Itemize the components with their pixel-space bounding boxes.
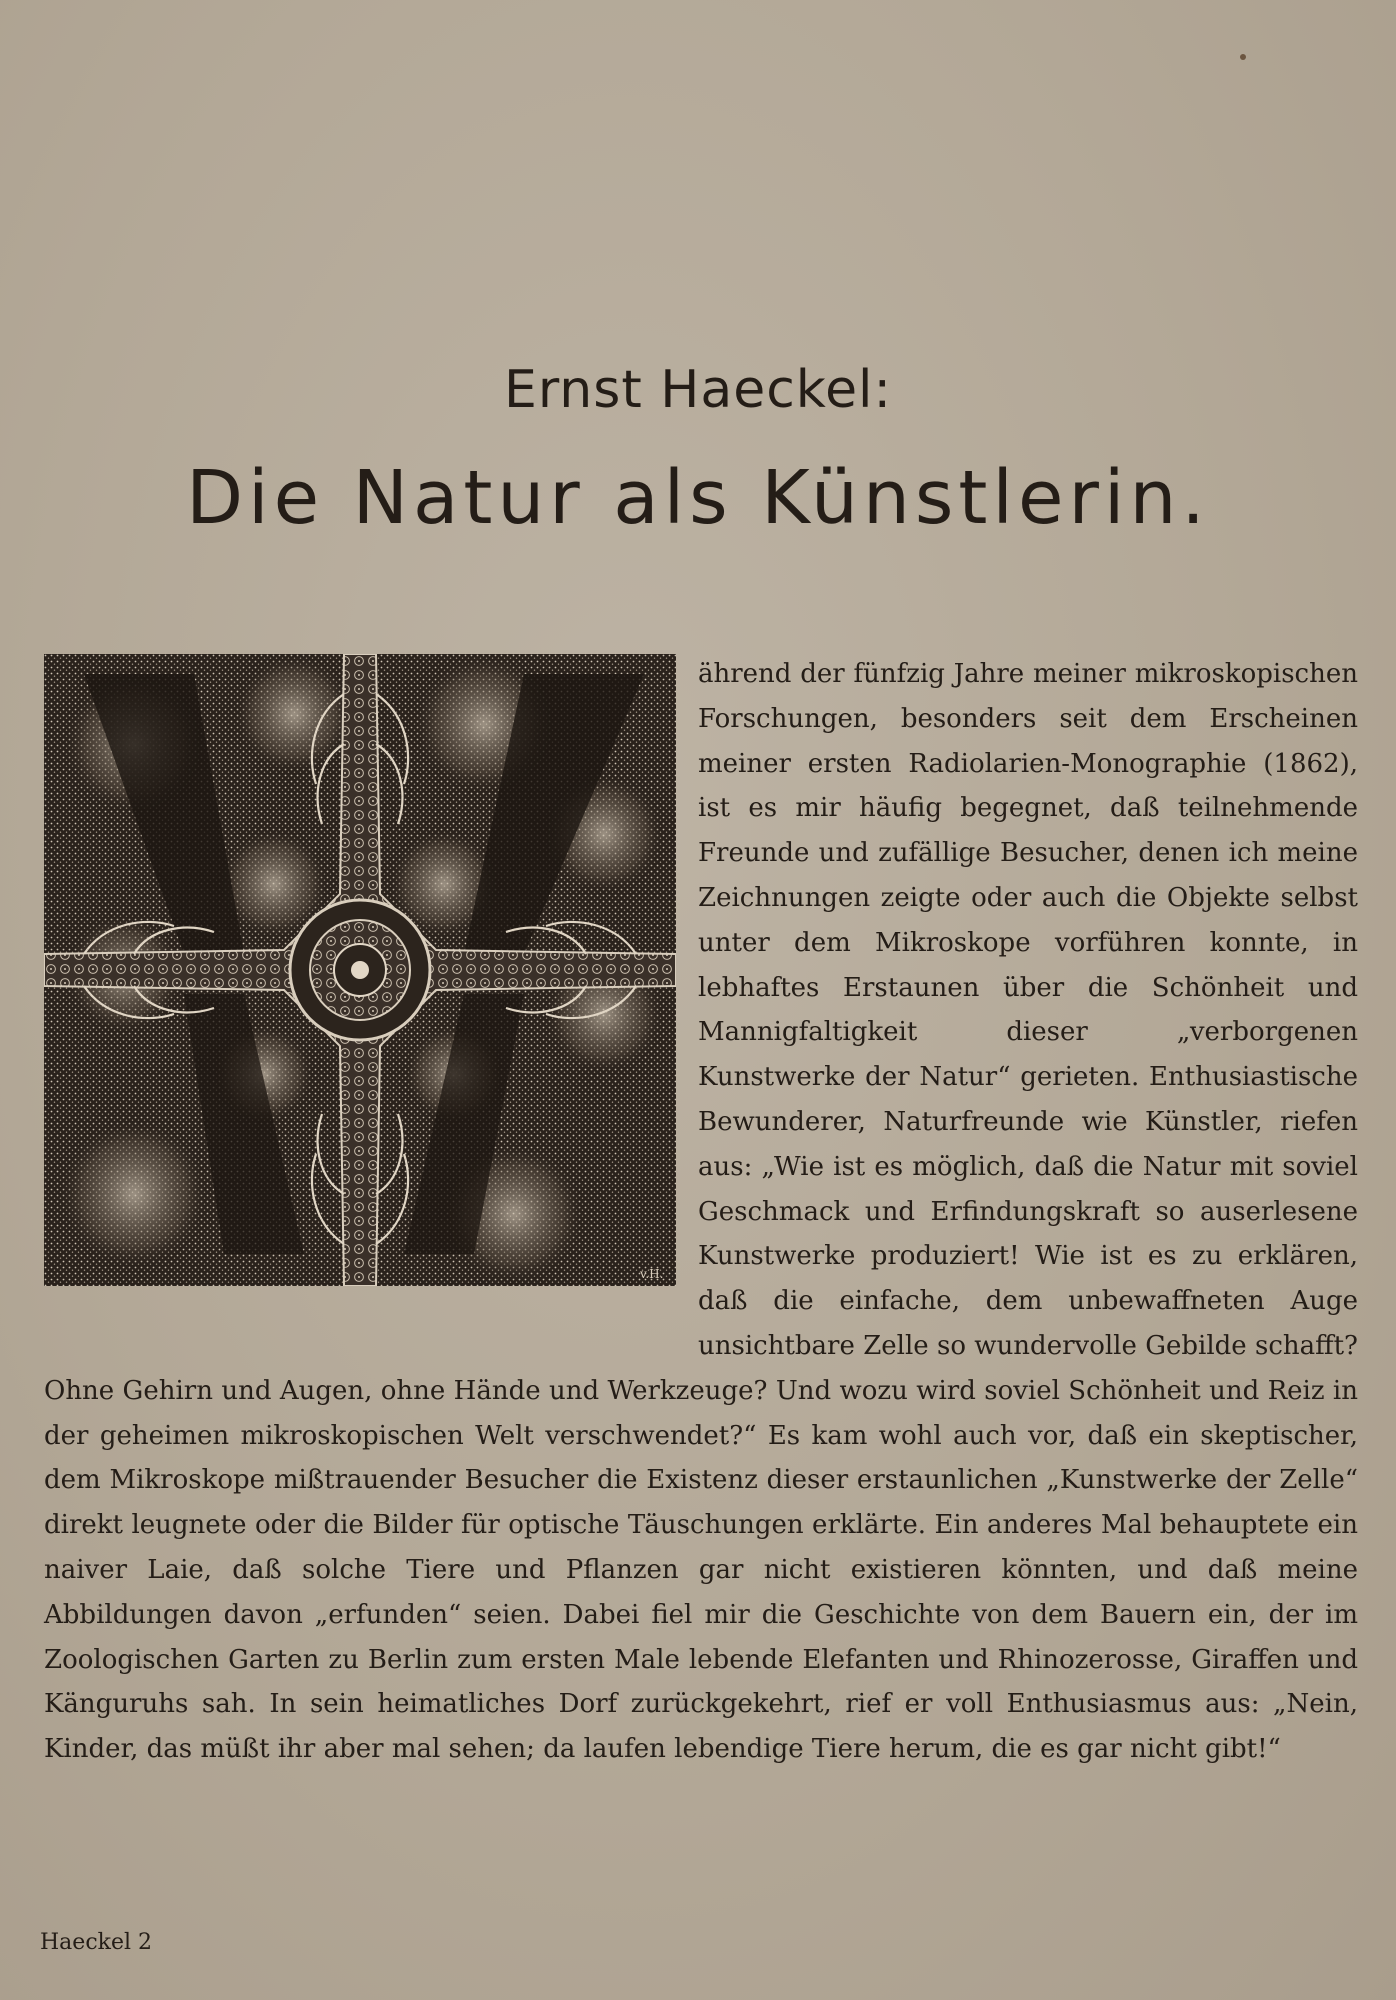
body-text: ährend der fünfzig Jahre meiner mikroskopischen Forschungen, besonders seit dem Erscheinen meiner ersten Radiolarien-Monographie (1862), ist es mir häufig begegnet, daß teilnehmende Freunde und zufällige Besucher, denen ich meine Zeichnungen zeigte oder auch die Objekte selbst unter dem Mikroskope vorführen konnte, in lebhaftes Erstaunen über die Schönheit und Mannigfaltigkeit dieser „verborgenen Kunstwerke der Natur“ gerieten. Enthusiastische Bewunderer, Naturfreunde wie Künstler, riefen aus: „Wie ist es möglich, daß die Natur mit soviel Geschmack und Erfindungskraft so auserlesene Kunstwerke produziert! Wie ist es zu erklären, daß die einfache, dem unbewaffneten Auge unsichtbare Zelle so wundervolle Gebilde schafft? Ohne Gehirn und Augen, ohne Hände und Werkzeuge? Und wozu wird soviel Schönheit und Reiz in der geheimen mikroskopischen Welt verschwendet?“ Es kam wohl auch vor, daß ein skeptischer, dem Mikroskope mißtrauender Besucher die Existenz dieser erstaunlichen „Kunstwerke der Zelle“ direkt leugnete oder die Bilder für optische Täuschungen erklärte. Ein anderes Mal behauptete ein naiver Laie, daß solche Tiere und Pflanzen gar nicht existieren könnten, und daß meine Abbildungen davon „erfunden“ seien. Dabei fiel mir die Geschichte von dem Bauern ein, der im Zoologischen Garten zu Berlin zum ersten Male lebende Elefanten und Rhinozerosse, Giraffen und Känguruhs sah. In sein heimatliches Dorf zurückgekehrt, rief er voll Enthusiasmus aus: „Nein, Kinder, das müßt ihr aber mal sehen; da laufen lebendige Tiere herum, die es gar nicht gibt!“ [44,659,1358,1765]
author-heading: Ernst Haeckel: [503,360,893,420]
page-title: Die Natur als Künstlerin. [186,455,1210,541]
paper-speck [1240,54,1246,60]
figure-float-spacer [44,652,698,1326]
body-paragraph [44,652,1358,1772]
page-folio: Haeckel 2 [40,1930,153,1955]
figure-signature: v.H. [640,1267,664,1281]
